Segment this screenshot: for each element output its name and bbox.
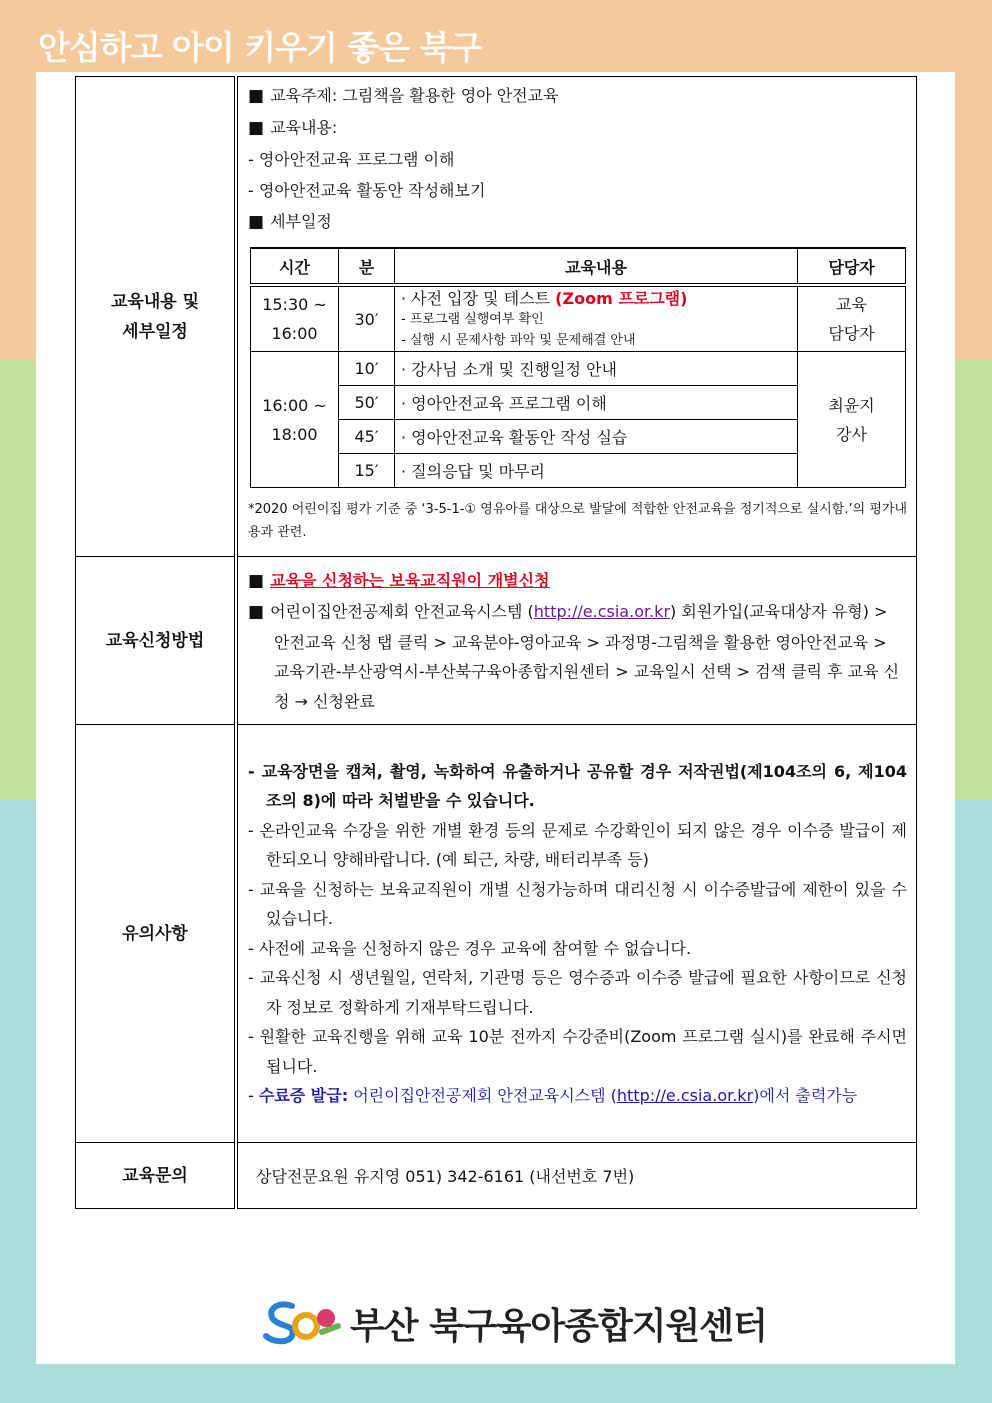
content-cell: · 영아안전교육 프로그램 이해: [395, 386, 798, 420]
center-logo-icon: [262, 1296, 344, 1350]
schedule-table: [250, 247, 906, 488]
header-minutes: 분: [339, 248, 395, 285]
row-application-method: [76, 557, 917, 725]
minutes-cell: 30′: [339, 285, 395, 352]
square-bullet-icon: ■: [248, 571, 265, 591]
note-item: - 교육을 신청하는 보육교직원이 개별 신청가능하며 대리신청 시 이수증발급에 제한이 있을 수 있습니다.: [248, 879, 907, 928]
contact-cell: 상담전문요원 유지영 051) 342-6161 (내선번호 7번): [236, 1143, 917, 1209]
square-bullet-icon: ■: [248, 212, 265, 232]
label-notes: 유의사항: [76, 725, 237, 1143]
topic-line: ■ 교육주제: 그림책을 활용한 영아 안전교육: [248, 86, 559, 106]
schedule-title-line: ■ 세부일정: [248, 212, 332, 232]
header-person: 담당자: [798, 248, 906, 285]
minutes-cell: 45′: [339, 420, 395, 454]
note-item: - 온라인교육 수강을 위한 개별 환경 등의 문제로 수강확인이 되지 않은 경우 이수증 발급이 제한되오니 양해바랍니다. (예 퇴근, 차량, 배터리부족 등): [248, 820, 908, 869]
content-title-line: ■ 교육내용:: [248, 118, 338, 138]
content-item: - 영아안전교육 활동안 작성해보기: [248, 181, 486, 200]
label-content-schedule: 교육내용 및 세부일정: [76, 77, 237, 557]
apply-item-1: ■ 교육을 신청하는 보육교직원이 개별신청: [248, 571, 550, 591]
notes-cell: [236, 725, 917, 1143]
content-schedule-cell: [236, 77, 917, 557]
slogan: 안심하고 아이 키우기 좋은 북구: [38, 28, 482, 67]
org-name: 부산 북구육아종합지원센터: [350, 1305, 767, 1347]
footer: [262, 1296, 767, 1350]
header-content: 교육내용: [395, 248, 798, 285]
row-content-schedule: [76, 77, 917, 557]
person-cell: 교육 담당자: [798, 285, 906, 352]
minutes-cell: 50′: [339, 386, 395, 420]
note-item: - 교육신청 시 생년월일, 연락처, 기관명 등은 영수증과 이수증 발급에 필요한 사항이므로 신청자 정보로 정확하게 기재부탁드립니다.: [248, 968, 908, 1017]
apply-item-2: ■ 어린이집안전공제회 안전교육시스템 (http://e.csia.or.kr) 회원가입(교육대상자 유형) > 안전교육 신청 탭 클릭 > 교육분야-영아교육 > 과정명-그림책을 활용한 영아안전교육 > 교육기관-부산광역시-부산북구육아종합지원센터 > 교육일시 선택 > 검색 클릭 후 교육 신청 → 신청완료: [248, 602, 900, 711]
row-contact: [76, 1143, 917, 1209]
schedule-header-row: [251, 248, 906, 285]
time-cell: 15:30 ~ 16:00: [251, 285, 339, 352]
content-cell: · 질의응답 및 마무리: [395, 454, 798, 488]
note-item-certificate: - 수료증 발급: 어린이집안전공제회 안전교육시스템 (http://e.csia.or.kr)에서 출력가능: [248, 1086, 858, 1105]
info-table: [75, 76, 917, 1209]
content-cell: · 영아안전교육 활동안 작성 실습: [395, 420, 798, 454]
person-cell: 최윤지 강사: [798, 352, 906, 488]
content-item: - 영아안전교육 프로그램 이해: [248, 150, 455, 169]
row-notes: [76, 725, 917, 1143]
square-bullet-icon: ■: [248, 602, 265, 622]
application-method-cell: [236, 557, 917, 725]
csia-link[interactable]: http://e.csia.or.kr: [533, 602, 671, 621]
evaluation-note: *2020 어린이집 평가 기준 중 ‘3-5-1-① 영유아를 대상으로 발달에 적합한 안전교육을 정기적으로 실시함.’의 평가내용과 관련.: [248, 502, 907, 540]
content-cell: · 사전 입장 및 테스트 (Zoom 프로그램) - 프로그램 실행여부 확인 - 실행 시 문제사항 파악 및 문제해결 안내: [395, 285, 798, 352]
content-cell: · 강사님 소개 및 진행일정 안내: [395, 352, 798, 386]
label-contact: 교육문의: [76, 1143, 237, 1209]
minutes-cell: 10′: [339, 352, 395, 386]
square-bullet-icon: ■: [248, 118, 265, 138]
csia-link[interactable]: http://e.csia.or.kr: [616, 1086, 754, 1105]
schedule-row: [251, 285, 906, 352]
time-cell: 16:00 ~ 18:00: [251, 352, 339, 488]
schedule-row: [251, 352, 906, 386]
note-item: - 사전에 교육을 신청하지 않은 경우 교육에 참여할 수 없습니다.: [248, 938, 692, 958]
square-bullet-icon: ■: [248, 86, 265, 106]
note-item: - 교육장면을 캡쳐, 촬영, 녹화하여 유출하거나 공유할 경우 저작권법(제104조의 6, 제104조의 8)에 따라 처벌받을 수 있습니다.: [248, 761, 907, 810]
minutes-cell: 15′: [339, 454, 395, 488]
note-item: - 원활한 교육진행을 위해 교육 10분 전까지 수강준비(Zoom 프로그램 실시)를 완료해 주시면 됩니다.: [248, 1027, 907, 1076]
label-application-method: 교육신청방법: [76, 557, 237, 725]
header-time: 시간: [251, 248, 339, 285]
